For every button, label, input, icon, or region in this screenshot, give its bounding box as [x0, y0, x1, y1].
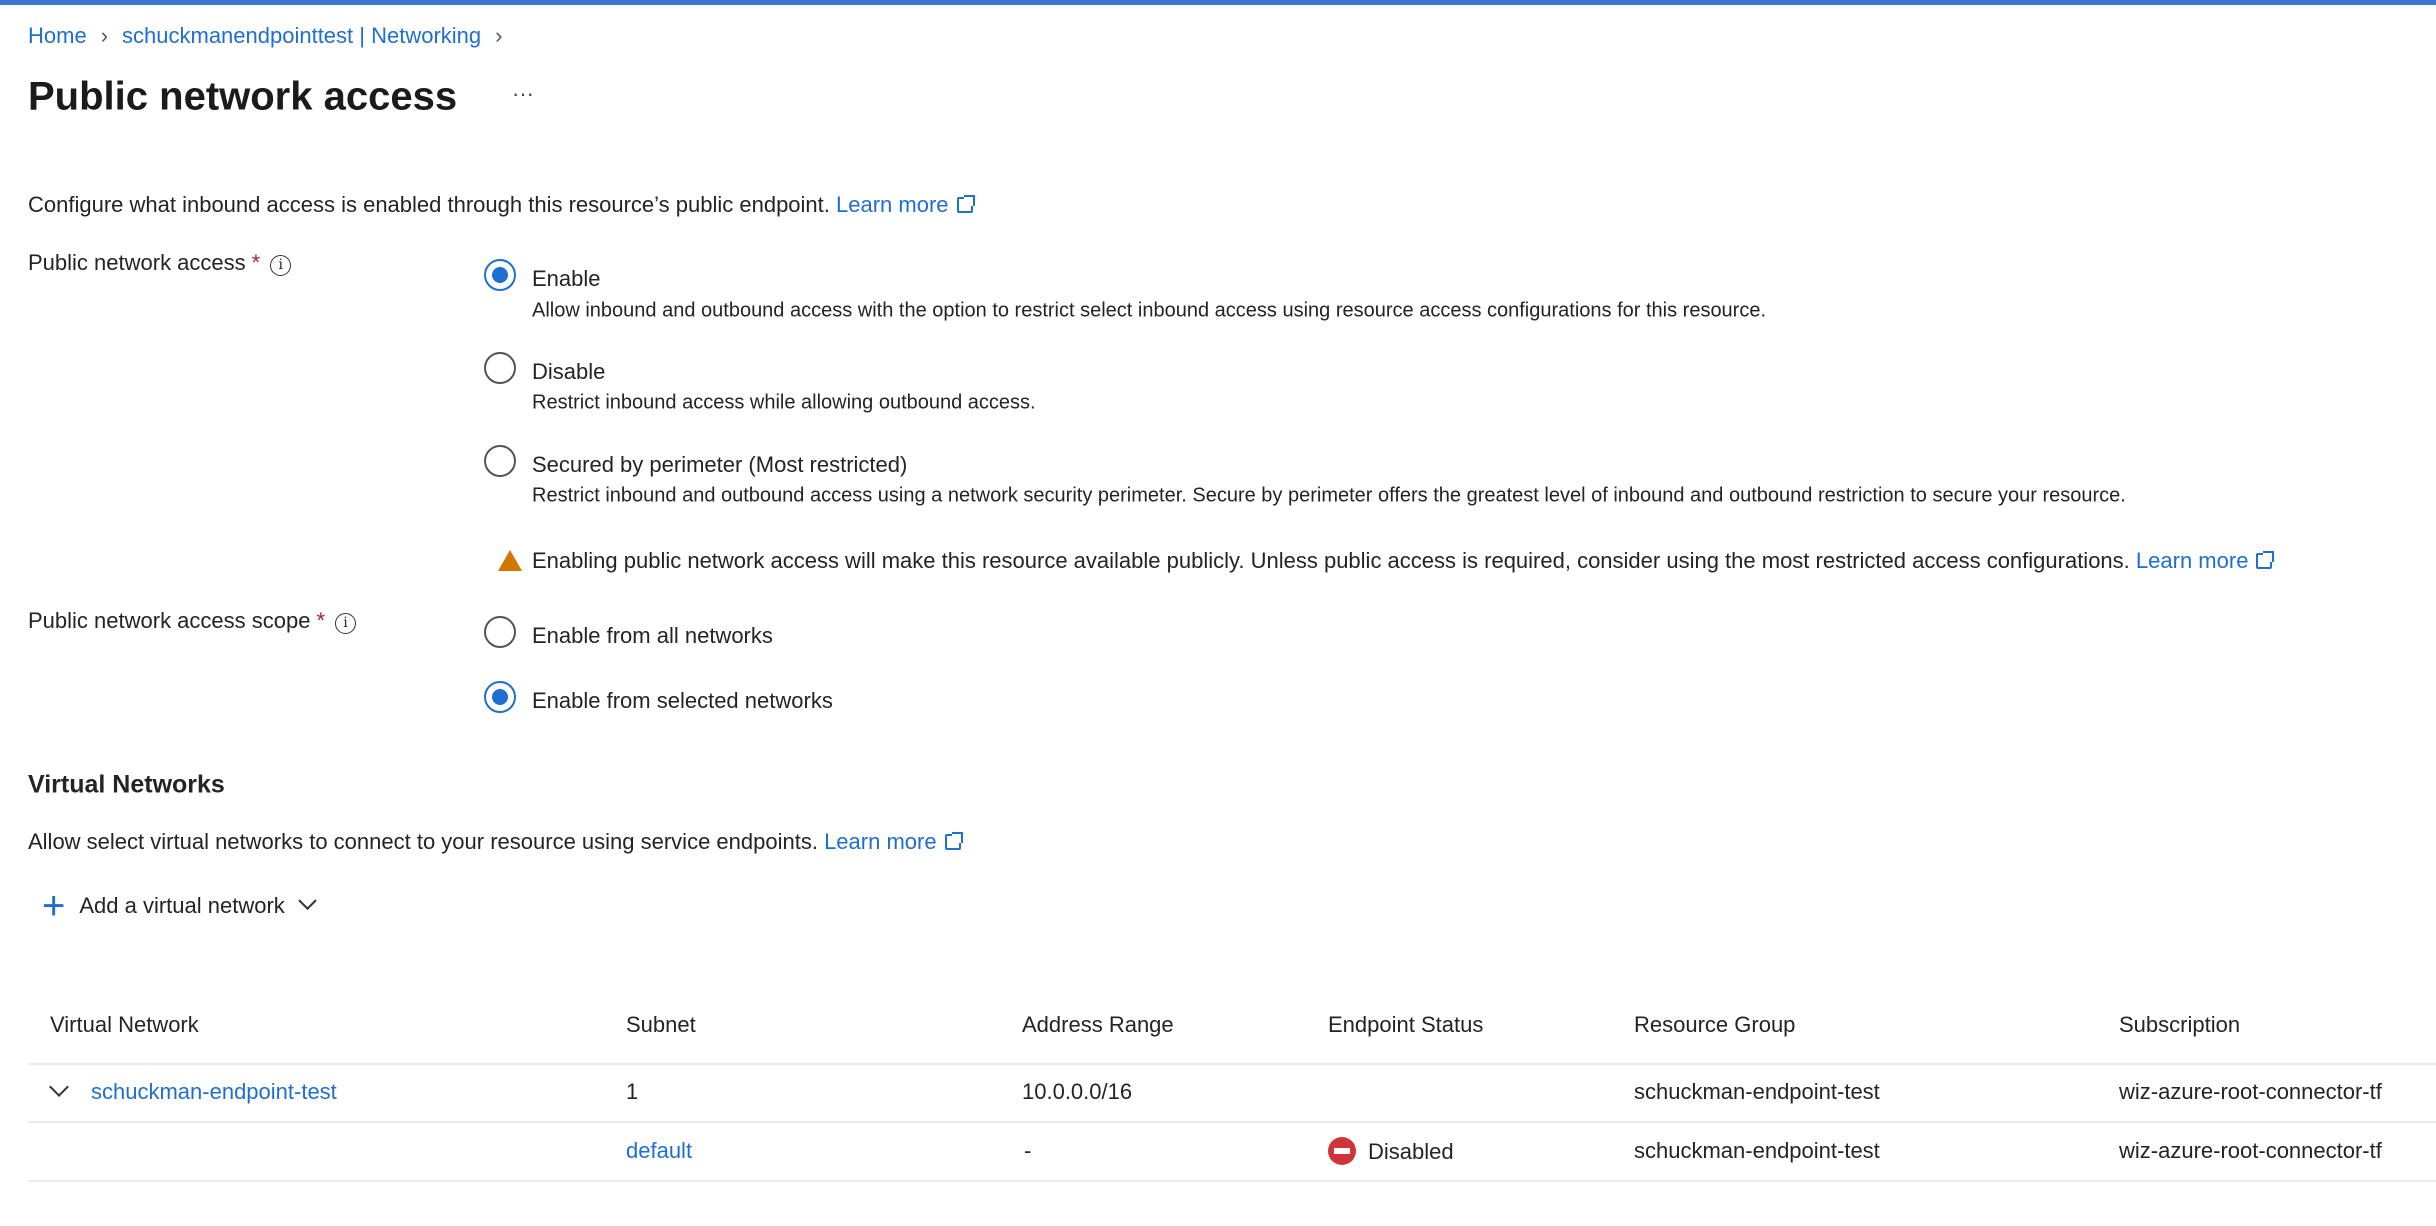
vnets-learn-more-link[interactable]: Learn more [824, 829, 961, 854]
radio-disable[interactable] [484, 352, 516, 384]
subscription: wiz-azure-root-connector-tf [2119, 1138, 2382, 1163]
top-accent-bar [0, 0, 2436, 5]
vnets-description: Allow select virtual networks to connect to your resource using service endpoints. Learn more [28, 829, 961, 855]
option-enable-description: Allow inbound and outbound access with the option to restrict select inbound access using resource access configurations for this resource. [532, 299, 1767, 322]
breadcrumb-networking[interactable]: schuckmanendpointtest | Networking [122, 23, 482, 48]
external-link-icon [945, 834, 961, 850]
radio-selected-networks[interactable] [484, 681, 516, 713]
option-disable-label: Disable [532, 359, 606, 384]
option-all-networks-label: Enable from all networks [532, 623, 773, 648]
resource-group: schuckman-endpoint-test [1634, 1079, 1880, 1104]
row-divider [28, 1121, 2436, 1123]
disabled-status-icon [1328, 1137, 1356, 1165]
breadcrumb-home[interactable]: Home [28, 23, 87, 48]
endpoint-status: Disabled [1328, 1137, 1454, 1165]
breadcrumb [28, 23, 516, 49]
intro-text [28, 192, 973, 218]
plus-icon: + [42, 884, 66, 928]
address-range: - [1024, 1138, 1032, 1163]
more-options-button[interactable]: ··· [512, 81, 534, 106]
required-marker: * [316, 608, 326, 633]
external-link-icon [2256, 553, 2272, 569]
chevron-right-icon: › [495, 23, 503, 48]
page-title: Public network access [28, 74, 458, 119]
subscription: wiz-azure-root-connector-tf [2119, 1079, 2382, 1104]
column-header-resource-group[interactable]: Resource Group [1634, 1012, 1796, 1037]
radio-all-networks[interactable] [484, 616, 516, 648]
chevron-right-icon: › [100, 23, 109, 48]
add-virtual-network-label: Add a virtual network [79, 893, 285, 918]
warning-message: Enabling public network access will make this resource available publicly. Unless public access is required, consider using the most restricted access configurations. Learn more [532, 548, 2272, 574]
option-perimeter-description: Restrict inbound and outbound access using a network security perimeter. Secure by perimeter offers the greatest level of inbound and outbound restriction to secure your resource. [532, 484, 2126, 507]
option-disable-description: Restrict inbound access while allowing outbound access. [532, 391, 1036, 414]
column-header-endpoint-status[interactable]: Endpoint Status [1328, 1012, 1484, 1037]
public-access-label: Public network access * i [28, 250, 291, 276]
radio-secured-by-perimeter[interactable] [484, 445, 516, 477]
chevron-down-icon [298, 891, 316, 909]
option-selected-networks-label: Enable from selected networks [532, 688, 833, 713]
column-header-subscription[interactable]: Subscription [2119, 1012, 2241, 1037]
intro-description: Configure what inbound access is enabled through this resource’s public endpoint. [28, 192, 830, 217]
vnet-link[interactable]: schuckman-endpoint-test [91, 1079, 337, 1104]
required-marker: * [251, 250, 261, 275]
add-virtual-network-button[interactable] [42, 886, 314, 926]
virtual-networks-heading: Virtual Networks [28, 770, 225, 799]
scope-label: Public network access scope * i [28, 608, 356, 634]
subnet-link[interactable]: default [626, 1138, 693, 1163]
option-enable-label: Enable [532, 266, 601, 291]
radio-enable[interactable] [484, 259, 516, 291]
info-icon[interactable]: i [270, 255, 291, 276]
intro-learn-more-link[interactable]: Learn more [836, 192, 973, 217]
row-divider [28, 1180, 2436, 1182]
warning-icon [498, 550, 522, 571]
resource-group: schuckman-endpoint-test [1634, 1138, 1880, 1163]
warning-learn-more-link[interactable]: Learn more [2136, 548, 2273, 573]
info-icon[interactable]: i [335, 613, 356, 634]
chevron-down-icon[interactable] [49, 1077, 69, 1097]
address-range: 10.0.0.0/16 [1022, 1079, 1133, 1104]
column-header-address-range[interactable]: Address Range [1022, 1012, 1174, 1037]
option-perimeter-label: Secured by perimeter (Most restricted) [532, 452, 908, 477]
column-header-virtual-network[interactable]: Virtual Network [50, 1012, 199, 1037]
external-link-icon [957, 197, 973, 213]
subnet-count: 1 [626, 1079, 639, 1104]
column-header-subnet[interactable]: Subnet [626, 1012, 696, 1037]
row-divider [28, 1063, 2436, 1065]
